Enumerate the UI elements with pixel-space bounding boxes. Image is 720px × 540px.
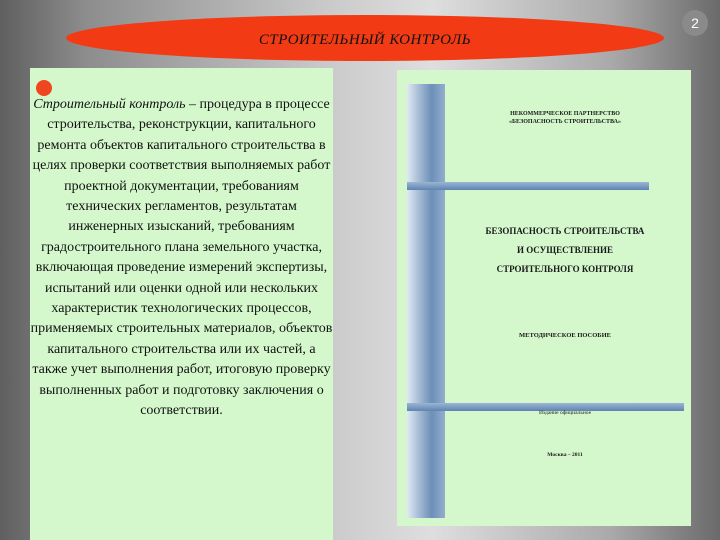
definition-text (30, 95, 333, 422)
definition-term: Строительный контроль (33, 97, 186, 112)
book-title-line3: СТРОИТЕЛЬНОГО КОНТРОЛЯ (496, 264, 634, 274)
book-cover-image (397, 70, 691, 526)
book-spine (407, 84, 445, 518)
book-publisher-line1: НЕКОММЕРЧЕСКОЕ ПАРТНЕРСТВО (510, 111, 620, 117)
book-city-year: Москва – 2011 (547, 452, 583, 458)
book-title-line1: БЕЗОПАСНОСТЬ СТРОИТЕЛЬСТВА (485, 226, 645, 236)
title-banner (66, 15, 664, 61)
book-publisher-note: Издание официальное (538, 410, 592, 416)
bullet-icon (36, 80, 52, 96)
book-title-line2: И ОСУЩЕСТВЛЕНИЕ (516, 245, 614, 255)
book-publisher-line2: «БЕЗОПАСНОСТЬ СТРОИТЕЛЬСТВА» (509, 119, 621, 125)
book-title (449, 222, 681, 279)
slide-number: 2 (682, 10, 708, 36)
book-band-top (407, 182, 649, 190)
slide-title: СТРОИТЕЛЬНЫЙ КОНТРОЛЬ (258, 31, 472, 48)
book-subtitle: МЕТОДИЧЕСКОЕ ПОСОБИЕ (519, 332, 611, 339)
book-publisher (449, 110, 681, 126)
definition-body: – процедура в процессе строительства, реконструкции, капитального ремонта объектов капитального строительства в целях проверки соответствия выполняемых работ проектной документации, требованиям технических регламентов, результатам инженерных изысканий, требованиям градостроительного плана земельного участка, включающая проведение измерений экспертизы, испытаний или оценки одной или нескольких характеристик технологических процессов, применяемых строительных материалов, объектов капитального строительства или их частей, а также учет выполнения работ, итоговую проверку выполненных работ и подготовку заключения о соответствии. (30, 97, 333, 419)
